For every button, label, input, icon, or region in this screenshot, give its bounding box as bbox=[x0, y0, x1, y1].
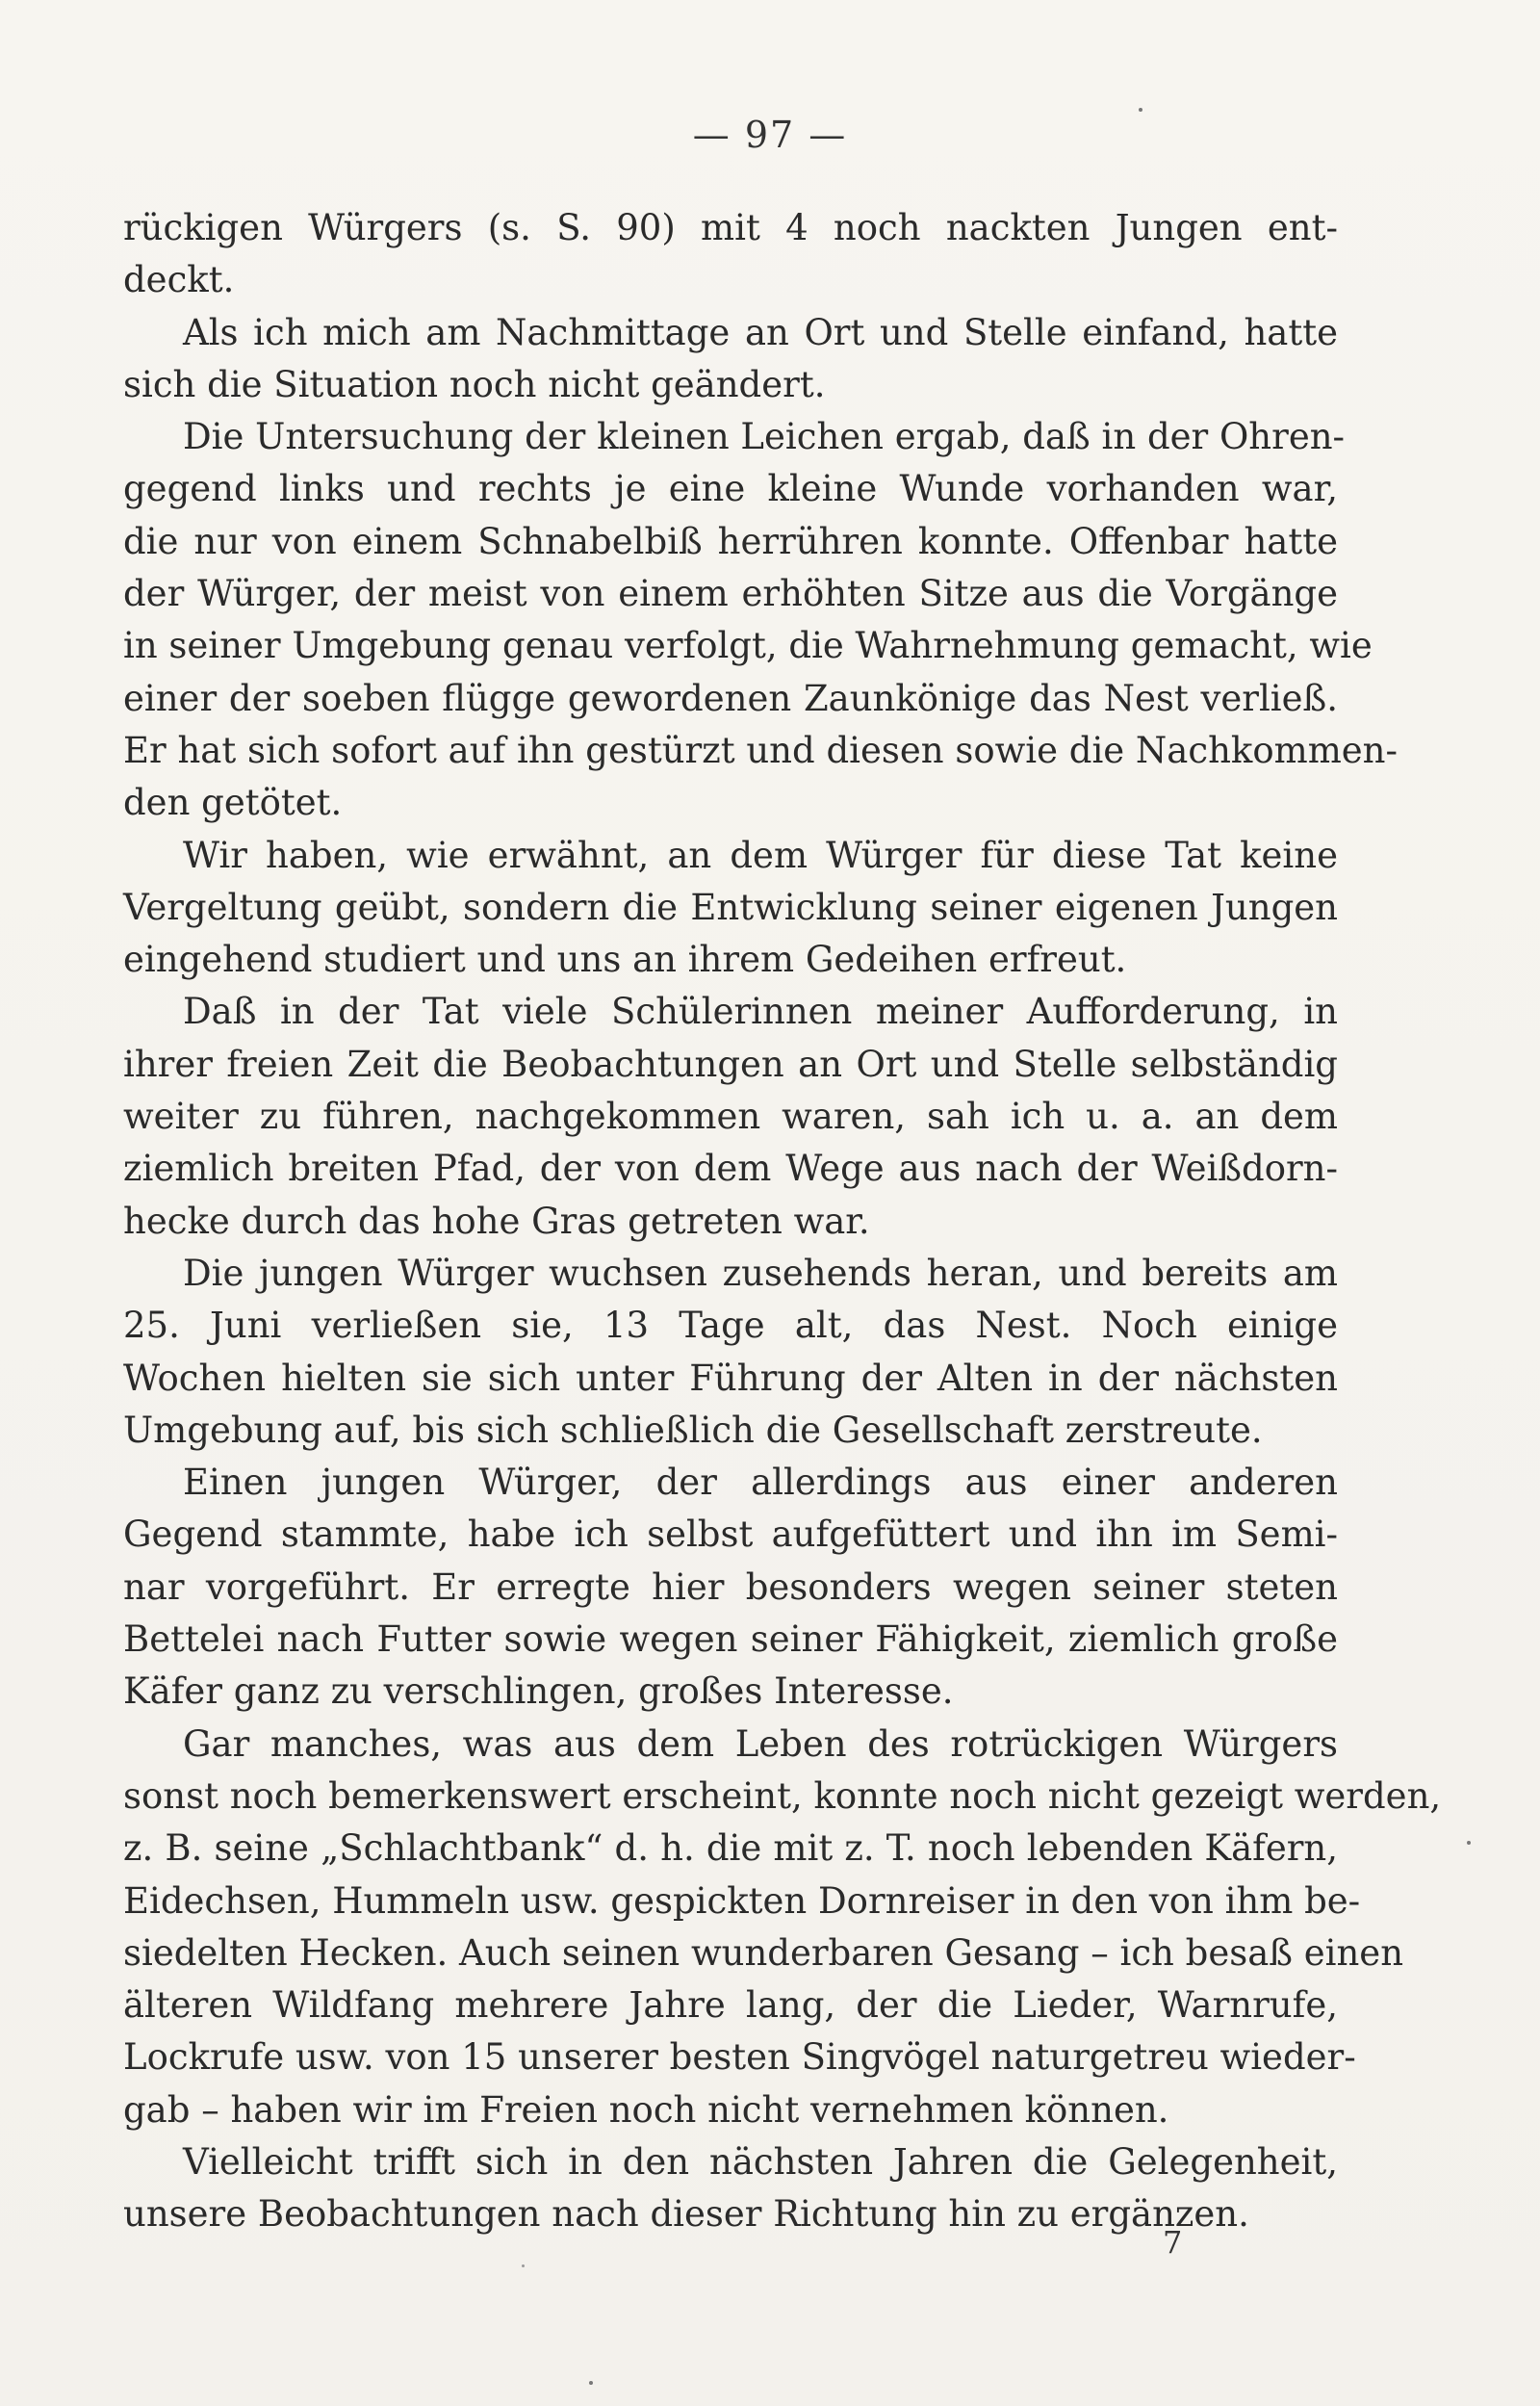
signature-mark: 7 bbox=[1163, 2224, 1183, 2261]
text-line: sich die Situation noch nicht geändert. bbox=[123, 363, 826, 405]
text-line: Gegend stammte, habe ich selbst aufgefüttert und ihn im Semi- bbox=[123, 1513, 1338, 1556]
text-line: Vergeltung geübt, sondern die Entwicklung seiner eigenen Jungen bbox=[123, 886, 1338, 928]
text-line: Als ich mich am Nachmittage an Ort und Stelle einfand, hatte bbox=[183, 311, 1338, 353]
body-text bbox=[123, 202, 1442, 2241]
paper-speck bbox=[589, 2381, 593, 2385]
text-line: Er hat sich sofort auf ihn gestürzt und diesen sowie die Nachkommen- bbox=[123, 729, 1399, 771]
text-line: 25. Juni verließen sie, 13 Tage alt, das Nest. Noch einige bbox=[123, 1305, 1338, 1347]
text-line: deckt. bbox=[123, 259, 235, 301]
text-line: ziemlich breiten Pfad, der von dem Wege aus nach der Weißdorn- bbox=[123, 1148, 1338, 1190]
text-line: unsere Beobachtungen nach dieser Richtung hin zu ergänzen. bbox=[123, 2193, 1249, 2236]
text-line: siedelten Hecken. Auch seinen wunderbaren Gesang – ich besaß einen bbox=[123, 1931, 1404, 1974]
text-line: weiter zu führen, nachgekommen waren, sah ich u. a. an dem bbox=[123, 1096, 1338, 1138]
text-line: Eidechsen, Hummeln usw. gespickten Dornreiser in den von ihm be- bbox=[123, 1879, 1361, 1922]
text-line: hecke durch das hohe Gras getreten war. bbox=[123, 1200, 870, 1242]
paper-speck bbox=[1139, 108, 1142, 112]
page-number: — 97 — bbox=[692, 114, 848, 156]
text-line: eingehend studiert und uns an ihrem Gedeihen erfreut. bbox=[123, 939, 1127, 981]
text-line: Die Untersuchung der kleinen Leichen ergab, daß in der Ohren- bbox=[183, 416, 1346, 458]
text-line: einer der soeben flügge gewordenen Zaunkönige das Nest verließ. bbox=[123, 677, 1338, 719]
text-line: nar vorgeführt. Er erregte hier besonders wegen seiner steten bbox=[123, 1565, 1338, 1608]
text-line: in seiner Umgebung genau verfolgt, die Wahrnehmung gemacht, wie bbox=[123, 625, 1373, 667]
text-line: Lockrufe usw. von 15 unserer besten Singvögel naturgetreu wieder- bbox=[123, 2036, 1356, 2079]
text-line: z. B. seine „Schlachtbank“ d. h. die mit z. T. noch lebenden Käfern, bbox=[123, 1827, 1338, 1870]
text-line: Bettelei nach Futter sowie wegen seiner Fähigkeit, ziemlich große bbox=[123, 1618, 1338, 1661]
text-line: gab – haben wir im Freien noch nicht vernehmen können. bbox=[123, 2088, 1169, 2131]
text-line: gegend links und rechts je eine kleine Wunde vorhanden war, bbox=[123, 468, 1338, 510]
text-line: Gar manches, was aus dem Leben des rotrückigen Würgers bbox=[183, 1722, 1338, 1765]
text-line: die nur von einem Schnabelbiß herrühren konnte. Offenbar hatte bbox=[123, 520, 1338, 562]
text-line: Daß in der Tat viele Schülerinnen meiner Aufforderung, in bbox=[183, 991, 1338, 1033]
paper-speck bbox=[522, 2264, 525, 2267]
text-line: Die jungen Würger wuchsen zusehends heran, und bereits am bbox=[183, 1252, 1338, 1294]
text-line: sonst noch bemerkenswert erscheint, konnte noch nicht gezeigt werden, bbox=[123, 1774, 1442, 1817]
text-line: der Würger, der meist von einem erhöhten Sitze aus die Vorgänge bbox=[123, 573, 1338, 615]
text-line: älteren Wildfang mehrere Jahre lang, der die Lieder, Warnrufe, bbox=[123, 1984, 1338, 2027]
text-line: den getötet. bbox=[123, 782, 343, 824]
text-line: Vielleicht trifft sich in den nächsten Jahren die Gelegenheit, bbox=[183, 2140, 1338, 2183]
text-line: Wochen hielten sie sich unter Führung der Alten in der nächsten bbox=[123, 1357, 1338, 1399]
text-line: Einen jungen Würger, der allerdings aus einer anderen bbox=[183, 1462, 1338, 1504]
paper-speck bbox=[1467, 1841, 1471, 1845]
text-line: Käfer ganz zu verschlingen, großes Interesse. bbox=[123, 1670, 954, 1713]
text-line: Umgebung auf, bis sich schließlich die Gesellschaft zerstreute. bbox=[123, 1409, 1263, 1451]
text-line: ihrer freien Zeit die Beobachtungen an Ort und Stelle selbständig bbox=[123, 1043, 1338, 1085]
text-line: rückigen Würgers (s. S. 90) mit 4 noch nackten Jungen ent- bbox=[123, 207, 1338, 248]
text-line: Wir haben, wie erwähnt, an dem Würger für diese Tat keine bbox=[183, 834, 1338, 876]
